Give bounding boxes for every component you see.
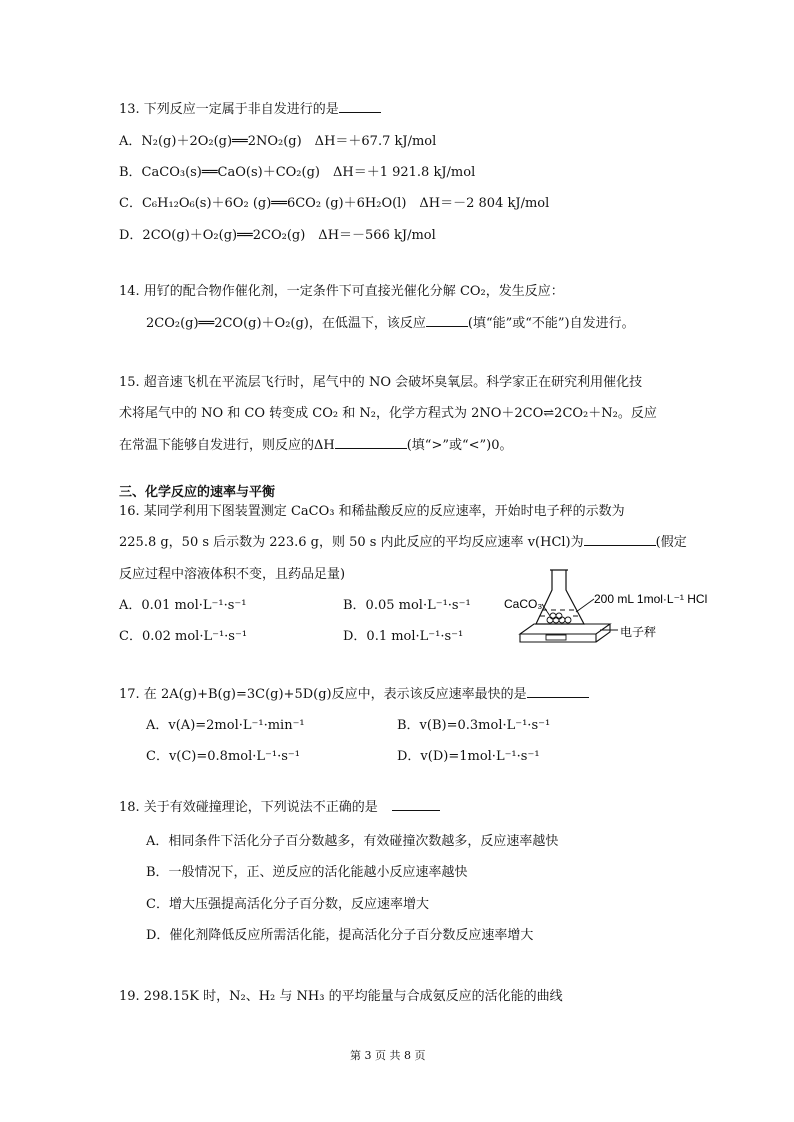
answer-blank[interactable]	[339, 100, 381, 113]
question-14-line2: 2CO₂(g)══2CO(g)＋O₂(g)，在低温下，该反应 (填“能”或“不能”)自发进行。	[146, 316, 635, 331]
q18-option-d: D．催化剂降低反应所需活化能，提高活化分子百分数反应速率增大	[146, 928, 534, 943]
q13-option-b: B．CaCO₃(s)══CaO(s)＋CO₂(g) ΔH＝＋1 921.8 kJ/mol	[119, 165, 476, 180]
answer-blank[interactable]	[527, 685, 589, 698]
question-15-line3: 在常温下能够自发进行，则反应的ΔH (填“>”或“<”)0。	[119, 438, 513, 453]
caco3-label: CaCO₃	[504, 597, 543, 611]
question-17-stem: 17. 在 2A(g)+B(g)=3C(g)+5D(g)反应中，表示该反应速率最快的是	[119, 683, 589, 702]
q16-option-c: C．0.02 mol·L⁻¹·s⁻¹	[119, 629, 248, 644]
q18-option-b: B．一般情况下，正、逆反应的活化能越小反应速率越快	[146, 865, 468, 880]
q13-option-a: A．N₂(g)＋2O₂(g)══2NO₂(g) ΔH＝＋67.7 kJ/mol	[119, 134, 437, 149]
answer-blank[interactable]	[335, 436, 407, 449]
question-16-line2: 225.8 g，50 s 后示数为 223.6 g，则 50 s 内此反应的平均反应速率 v(HCl)为 (假定	[119, 535, 687, 550]
q17-option-d: D．v(D)=1mol·L⁻¹·s⁻¹	[397, 749, 540, 764]
question-16-line3: 反应过程中溶液体积不变，且药品足量)	[119, 567, 346, 582]
q13-option-d: D．2CO(g)＋O₂(g)══2CO₂(g) ΔH＝－566 kJ/mol	[119, 228, 436, 243]
scale-display	[546, 635, 566, 640]
question-15-line2: 术将尾气中的 NO 和 CO 转变成 CO₂ 和 N₂，化学方程式为 2NO＋2CO⇌2CO₂＋N₂。反应	[119, 406, 657, 421]
question-18-stem: 18. 关于有效碰撞理论，下列说法不正确的是	[119, 796, 440, 815]
page-number: 第 3 页 共 8 页	[350, 1049, 426, 1062]
answer-blank[interactable]	[584, 533, 656, 546]
question-15-line1: 15. 超音速飞机在平流层飞行时，尾气中的 NO 会破坏臭氧层。科学家正在研究利用催化技	[119, 375, 643, 390]
question-14-line1: 14. 用钌的配合物作催化剂，一定条件下可直接光催化分解 CO₂，发生反应：	[119, 284, 564, 299]
q16-option-d: D．0.1 mol·L⁻¹·s⁻¹	[343, 629, 464, 644]
q16-option-b: B．0.05 mol·L⁻¹·s⁻¹	[343, 598, 471, 613]
q13-option-c: C．C₆H₁₂O₆(s)＋6O₂ (g)══6CO₂ (g)＋6H₂O(l) ΔH＝－2 804 kJ/mol	[119, 196, 550, 211]
answer-blank[interactable]	[392, 798, 440, 811]
answer-blank[interactable]	[426, 314, 468, 327]
q18-option-c: C．增大压强提高活化分子百分数，反应速率增大	[146, 897, 429, 912]
electronic-scale	[520, 624, 610, 642]
q17-option-c: C．v(C)=0.8mol·L⁻¹·s⁻¹	[146, 749, 300, 764]
question-19-stem: 19. 298.15K 时，N₂、H₂ 与 NH₃ 的平均能量与合成氨反应的活化能的曲线	[119, 989, 563, 1004]
caco3-solid	[547, 613, 571, 623]
q18-option-a: A．相同条件下活化分子百分数越多，有效碰撞次数越多，反应速率越快	[146, 834, 559, 849]
q16-option-a: A．0.01 mol·L⁻¹·s⁻¹	[119, 598, 247, 613]
q17-option-b: B．v(B)=0.3mol·L⁻¹·s⁻¹	[397, 718, 551, 733]
q17-option-a: A．v(A)=2mol·L⁻¹·min⁻¹	[146, 718, 305, 733]
question-16-line1: 16. 某同学利用下图装置测定 CaCO₃ 和稀盐酸反应的反应速率，开始时电子秤的示数为	[119, 504, 625, 519]
question-13-stem: 13. 下列反应一定属于非自发进行的是	[119, 98, 381, 117]
section-title: 三、化学反应的速率与平衡	[119, 485, 276, 500]
hcl-label: 200 mL 1mol·L⁻¹ HCl	[594, 592, 708, 606]
scale-label: 电子秤	[620, 625, 657, 639]
reaction-apparatus-figure	[498, 566, 728, 656]
